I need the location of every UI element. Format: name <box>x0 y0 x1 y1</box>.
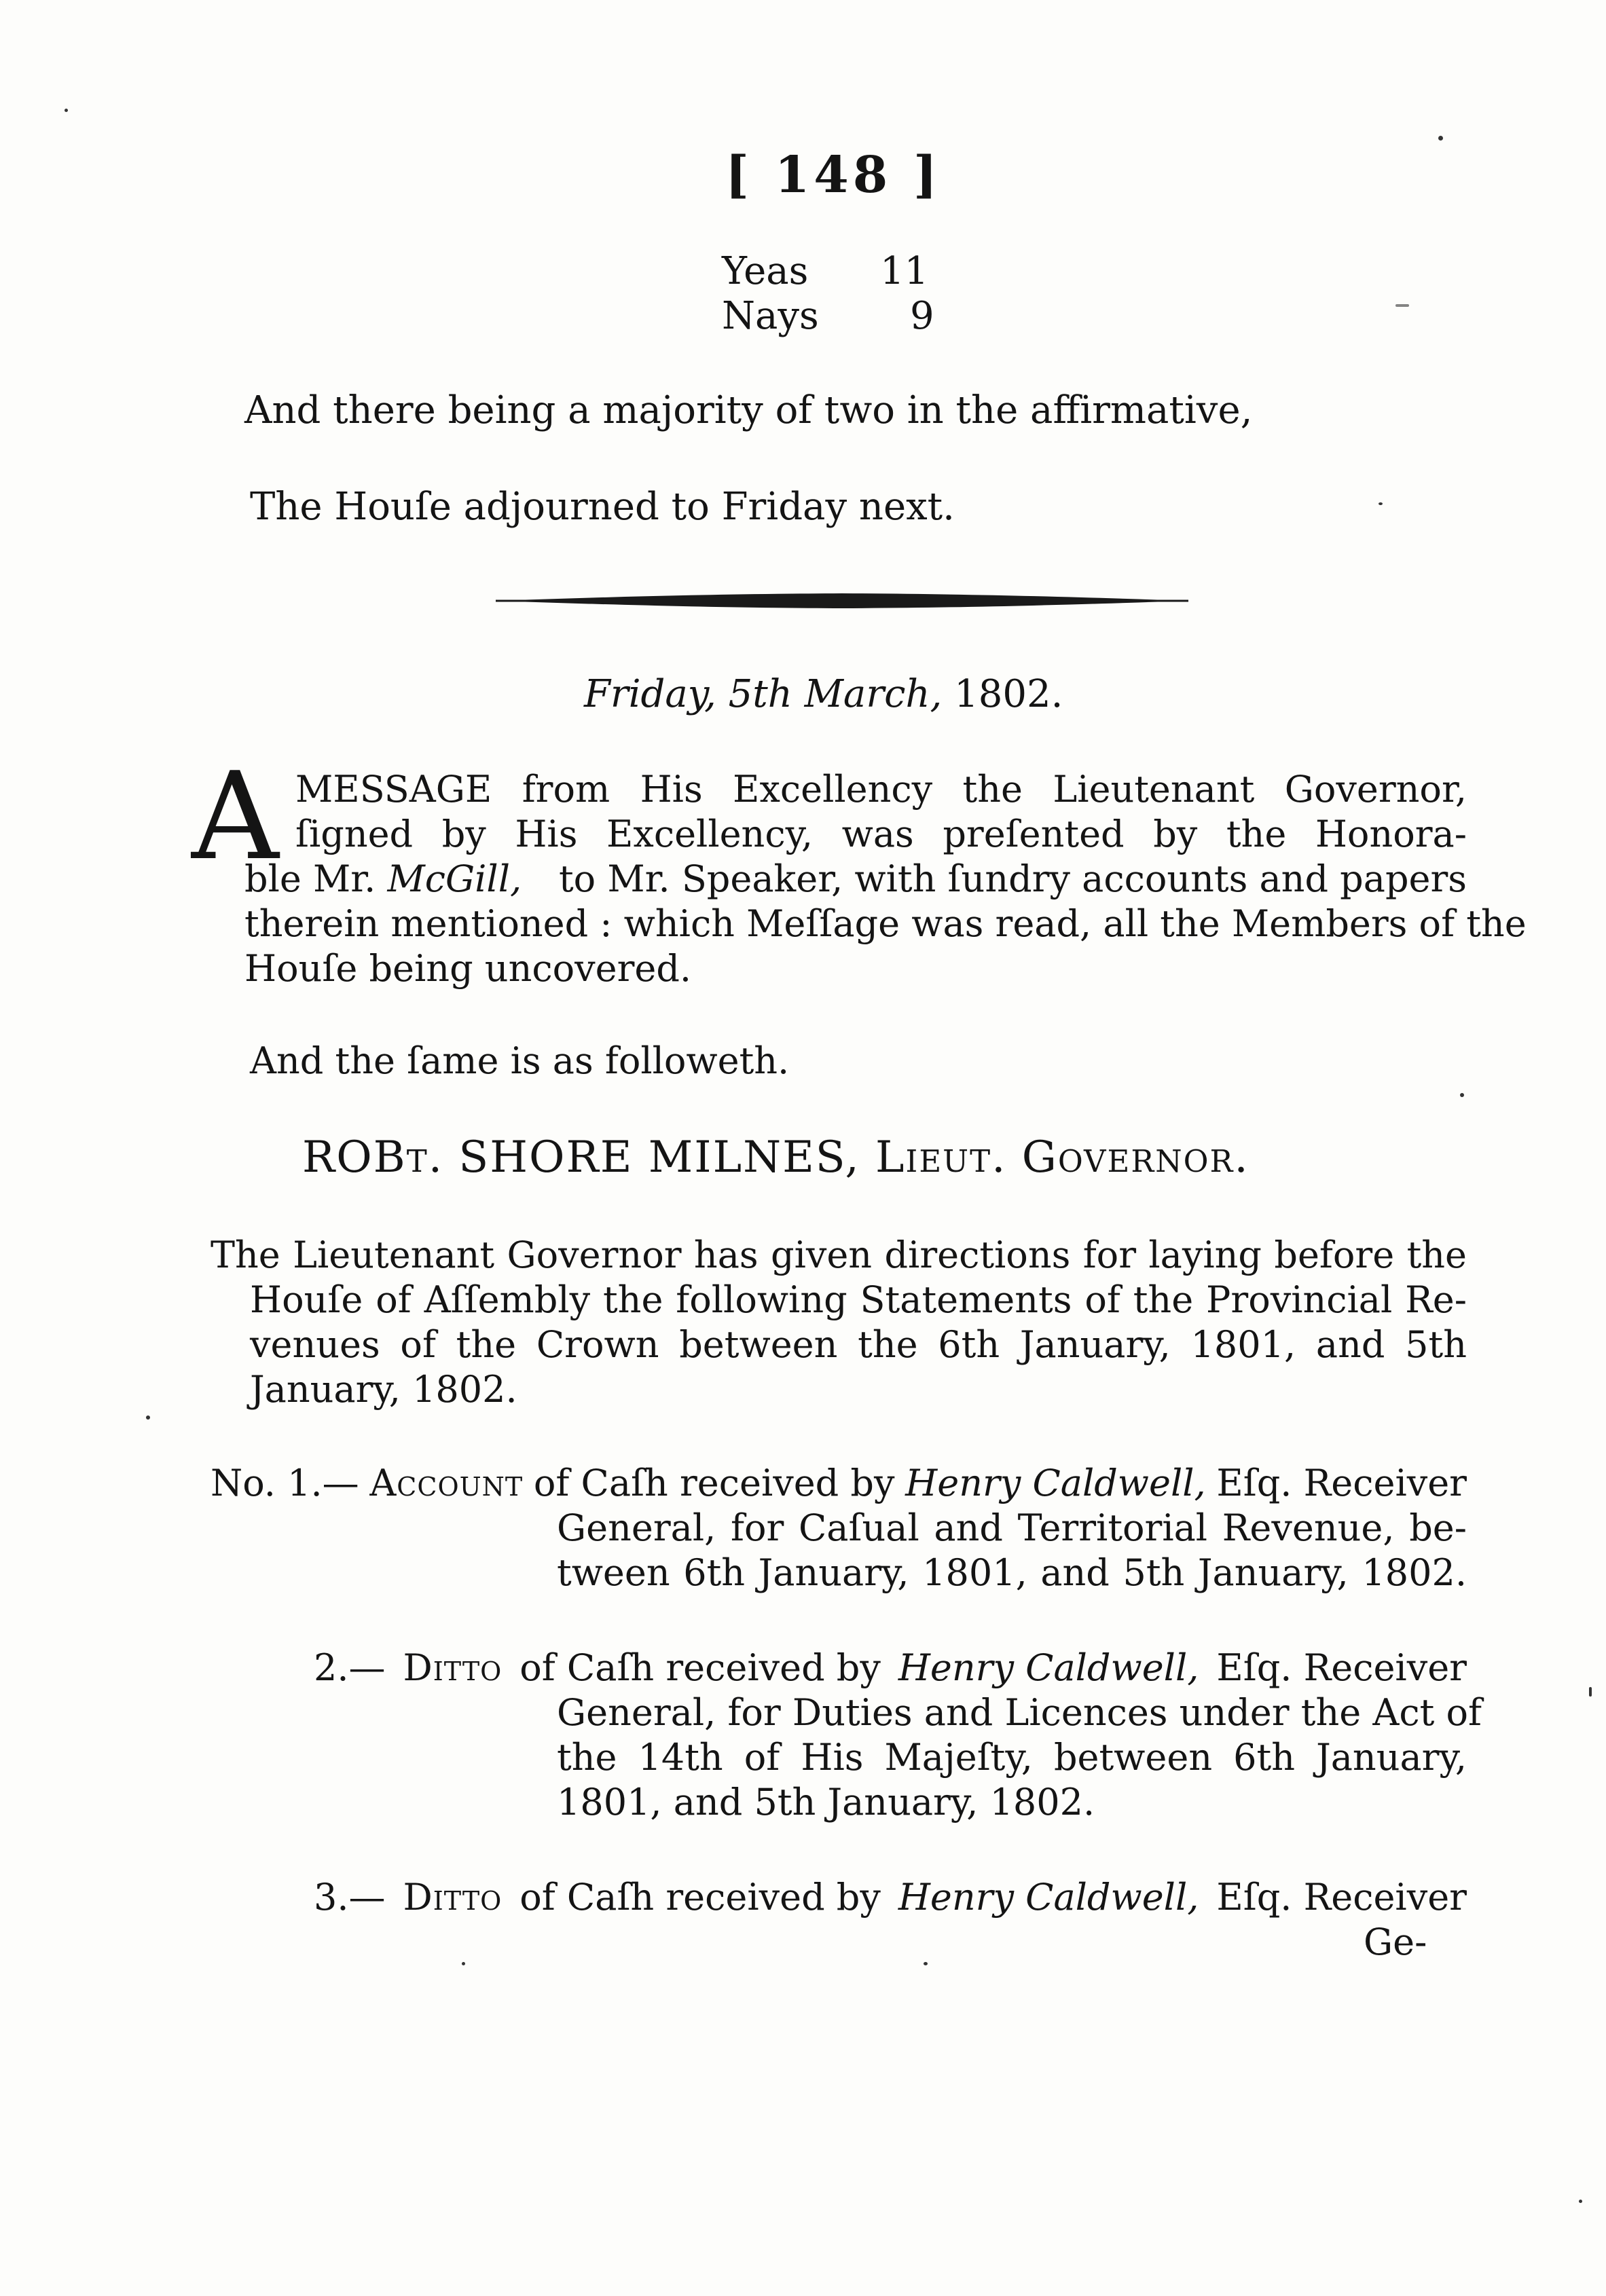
item-2-number: 2.— <box>314 1646 386 1689</box>
item-1-lead: Account <box>369 1462 524 1504</box>
item-1-after-name: Eſq. Receiver <box>1216 1462 1467 1504</box>
page-number: [ 148 ] <box>725 146 942 204</box>
date-day: Friday, <box>584 672 716 716</box>
item-3-lead-rest: of Caſh received by <box>519 1876 881 1919</box>
item-1-line-3-text: tween 6th January, 1801, and 5th January, 1802. <box>557 1551 1467 1594</box>
item-3-lead: Ditto <box>403 1876 503 1919</box>
item-2-line-2 <box>557 1690 1482 1735</box>
statement-line-4: January, 1802. <box>250 1368 517 1411</box>
scan-speck <box>462 1962 465 1965</box>
date-year: 1802. <box>954 672 1063 716</box>
message-line-3-post: to Mr. Speaker, with ſundry accounts and papers <box>558 857 1467 900</box>
message-line-4-text: therein mentioned : which Meſſage was read, all the Members of the <box>244 902 1527 945</box>
item-2-line-4: 1801, and 5th January, 1802. <box>557 1781 1095 1823</box>
message-line-2 <box>295 812 1467 857</box>
scan-speck <box>924 1962 928 1965</box>
adjourned-line: The Houſe adjourned to Friday next. <box>250 485 955 529</box>
majority-line: And there being a majority of two in the affirmative, <box>244 388 1253 432</box>
item-1-name: Henry Caldwell, <box>905 1462 1206 1504</box>
message-line-4 <box>244 902 1527 946</box>
message-line-1-text: MESSAGE from His Excellency the Lieutenant Governor, <box>295 768 1467 811</box>
yeas-label: Yeas <box>722 249 809 293</box>
message-line-2-text: ſigned by His Excellency, was preſented by the Honora- <box>295 813 1467 855</box>
statement-line-3-text: venues of the Crown between the 6th January, 1801, and 5th <box>250 1323 1467 1366</box>
statement-line-1 <box>211 1233 1467 1278</box>
catchword: Ge- <box>1364 1921 1427 1963</box>
nays-label: Nays <box>722 294 819 338</box>
item-2-lead: Ditto <box>403 1646 503 1689</box>
drop-cap: A <box>191 746 279 887</box>
message-line-1 <box>295 767 1467 812</box>
statement-line-1-text: The Lieutenant Governor has given directions for laying before the <box>211 1234 1467 1276</box>
item-3-after-name: Eſq. Receiver <box>1216 1876 1467 1919</box>
item-3-name: Henry Caldwell, <box>898 1876 1199 1919</box>
statement-line-2 <box>250 1278 1467 1322</box>
scan-speck <box>1589 1687 1592 1697</box>
item-3-number: 3.— <box>314 1876 386 1919</box>
item-2-after-name: Eſq. Receiver <box>1216 1646 1467 1689</box>
item-1-line-2 <box>557 1506 1467 1551</box>
item-1-line-2-text: General, for Caſual and Territorial Revenue, be- <box>557 1506 1467 1549</box>
item-2-line-3 <box>557 1735 1467 1780</box>
mcgill-name: McGill, <box>387 857 522 900</box>
scan-speck <box>1460 1093 1464 1097</box>
scan-speck <box>1395 304 1409 307</box>
item-2-line-3-text: the 14th of His Majeſty, between 6th January, <box>557 1736 1467 1779</box>
nays-count: 9 <box>910 294 934 338</box>
scan-speck <box>1438 136 1443 141</box>
item-1-line-3 <box>557 1551 1467 1595</box>
date-rest: 5th March, <box>728 672 943 716</box>
message-line-5: Houſe being uncovered. <box>244 947 692 990</box>
statement-line-2-text: Houſe of Aſſembly the following Statements of the Provincial Re- <box>250 1278 1467 1321</box>
item-1-line-1 <box>211 1461 1467 1506</box>
item-3-line-1 <box>314 1875 1467 1920</box>
scan-speck <box>1579 2200 1582 2203</box>
item-2-line-2-text: General, for Duties and Licences under the Act of <box>557 1691 1482 1734</box>
scan-speck <box>1379 502 1383 505</box>
statement-line-3 <box>250 1322 1467 1367</box>
signature-heading: ROBt. SHORE MILNES, Lieut. Governor. <box>302 1132 1249 1183</box>
message-line-3-pre: ble Mr. McGill, <box>244 857 522 900</box>
separator-rule <box>496 591 1188 611</box>
item-2-line-1 <box>314 1646 1467 1690</box>
item-1-number: No. 1.— <box>211 1462 359 1504</box>
scan-speck <box>65 109 68 112</box>
followeth-line: And the ſame is as followeth. <box>250 1039 790 1082</box>
item-2-lead-rest: of Caſh received by <box>519 1646 881 1689</box>
item-2-name: Henry Caldwell, <box>898 1646 1199 1689</box>
session-date <box>584 672 1063 716</box>
scan-speck <box>146 1415 150 1420</box>
message-line-3 <box>244 857 1467 902</box>
yeas-count: 11 <box>880 249 929 293</box>
item-1-lead-rest: of Caſh received by <box>533 1462 895 1504</box>
